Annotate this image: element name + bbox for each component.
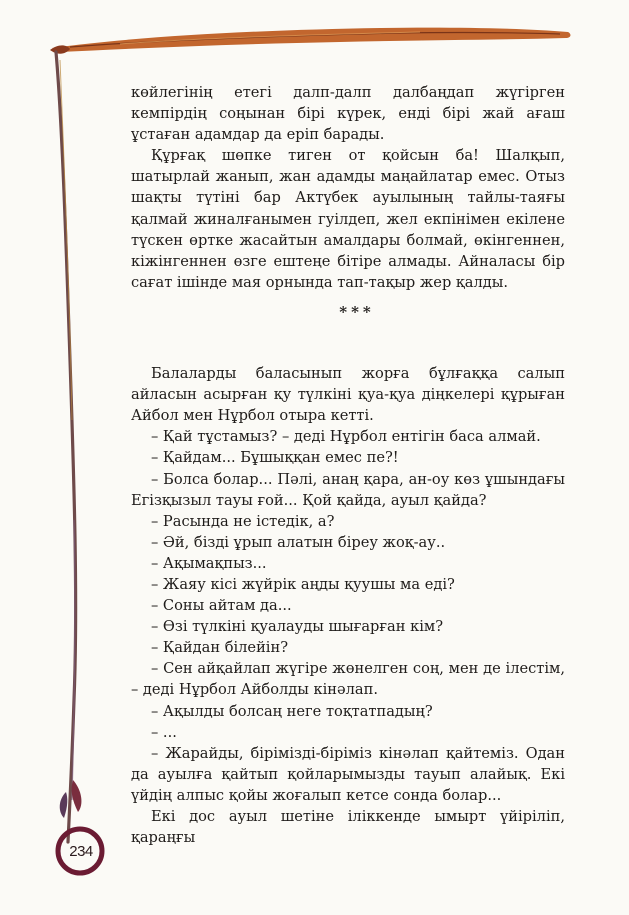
paragraph-1: Балаларды баласынып жорға бұлғаққа салып айласын асырған қу түлкіні қуа-қуа діңкелері құрыған Айбол мен Нұрбол отыра кетті. [131,365,565,425]
paragraph-top-1: көйлегінің етегі далп-далп далбаңдап жүгірген кемпірдің соңынан бірі күрек, енді бірі жай ағаш ұстаған адамдар да еріп барады. [131,84,565,144]
dialogue-line: – Сен айқайлап жүгіре жөнелген соң, мен де ілестім, – деді Нұрбол Айболды кінәлап. [131,660,565,699]
dialogue-line: – Ақымақпыз... [151,554,267,572]
dialogue-line: – Жаяу кісі жүйрік аңды қуушы ма еді? [151,575,455,593]
dialogue-line: – Өзі түлкіні қуалауды шығарған кім? [151,618,444,636]
dialogue-line: – Болса болар... Пәлі, анаң қара, ан-оу көз ұшындағы Егізқызыл тауы ғой... Қой қайда, ауыл қайда? [131,470,565,509]
book-text-column [131,82,565,848]
dialogue-line: – Қай тұстамыз? – деді Нұрбол ентігін баса алмай. [151,428,541,446]
dialogue-line: – Қайдан білейін? [151,639,289,657]
dialogue-line: – Соны айтам да... [151,597,292,615]
dialogue-line: – Расында не істедік, а? [151,512,335,530]
dialogue-line: – Ақылды болсаң неге тоқтатпадың? [151,702,433,720]
left-stick [56,52,76,842]
section-separator: *** [339,302,375,321]
dialogue-line: – Қайдам... Бұшыққан емес пе?! [151,449,399,467]
paragraph-last: Екі дос ауыл шетіне іліккенде ымырт үйіріліп, қараңғы [131,808,565,847]
dialogue-line: – Жарайды, бірімізді-біріміз кінәлап қайтеміз. Одан да ауылға қайтып қойларымызды тауып алайық. Екі үйдің алпыс қойы жоғалып кетсе сонда болар... [131,744,565,804]
page-number: 234 [69,842,93,860]
paragraph-top-2: Құрғақ шөпке тиген от қойсын ба! Шалқып, шатырлай жанып, жан адамды маңайлатар емес. Отыз шақты түтіні бар Актүбек ауылының тайлы-таяғы қалмай жиналғанымен гуілдеп, жел екпінімен екілене түскен өртке жасайтын амалдары болмай, өкінгеннен, кіжінгеннен өзге ештеңе бітіре алмады. Айналасы бір сағат ішінде мая орнында тап-тақыр жер қалды. [131,147,565,291]
top-branch [52,28,570,52]
dialogue-line: – ... [151,723,177,741]
dialogue-line: – Әй, бізді ұрып алатын біреу жоқ-ау.. [151,533,446,551]
